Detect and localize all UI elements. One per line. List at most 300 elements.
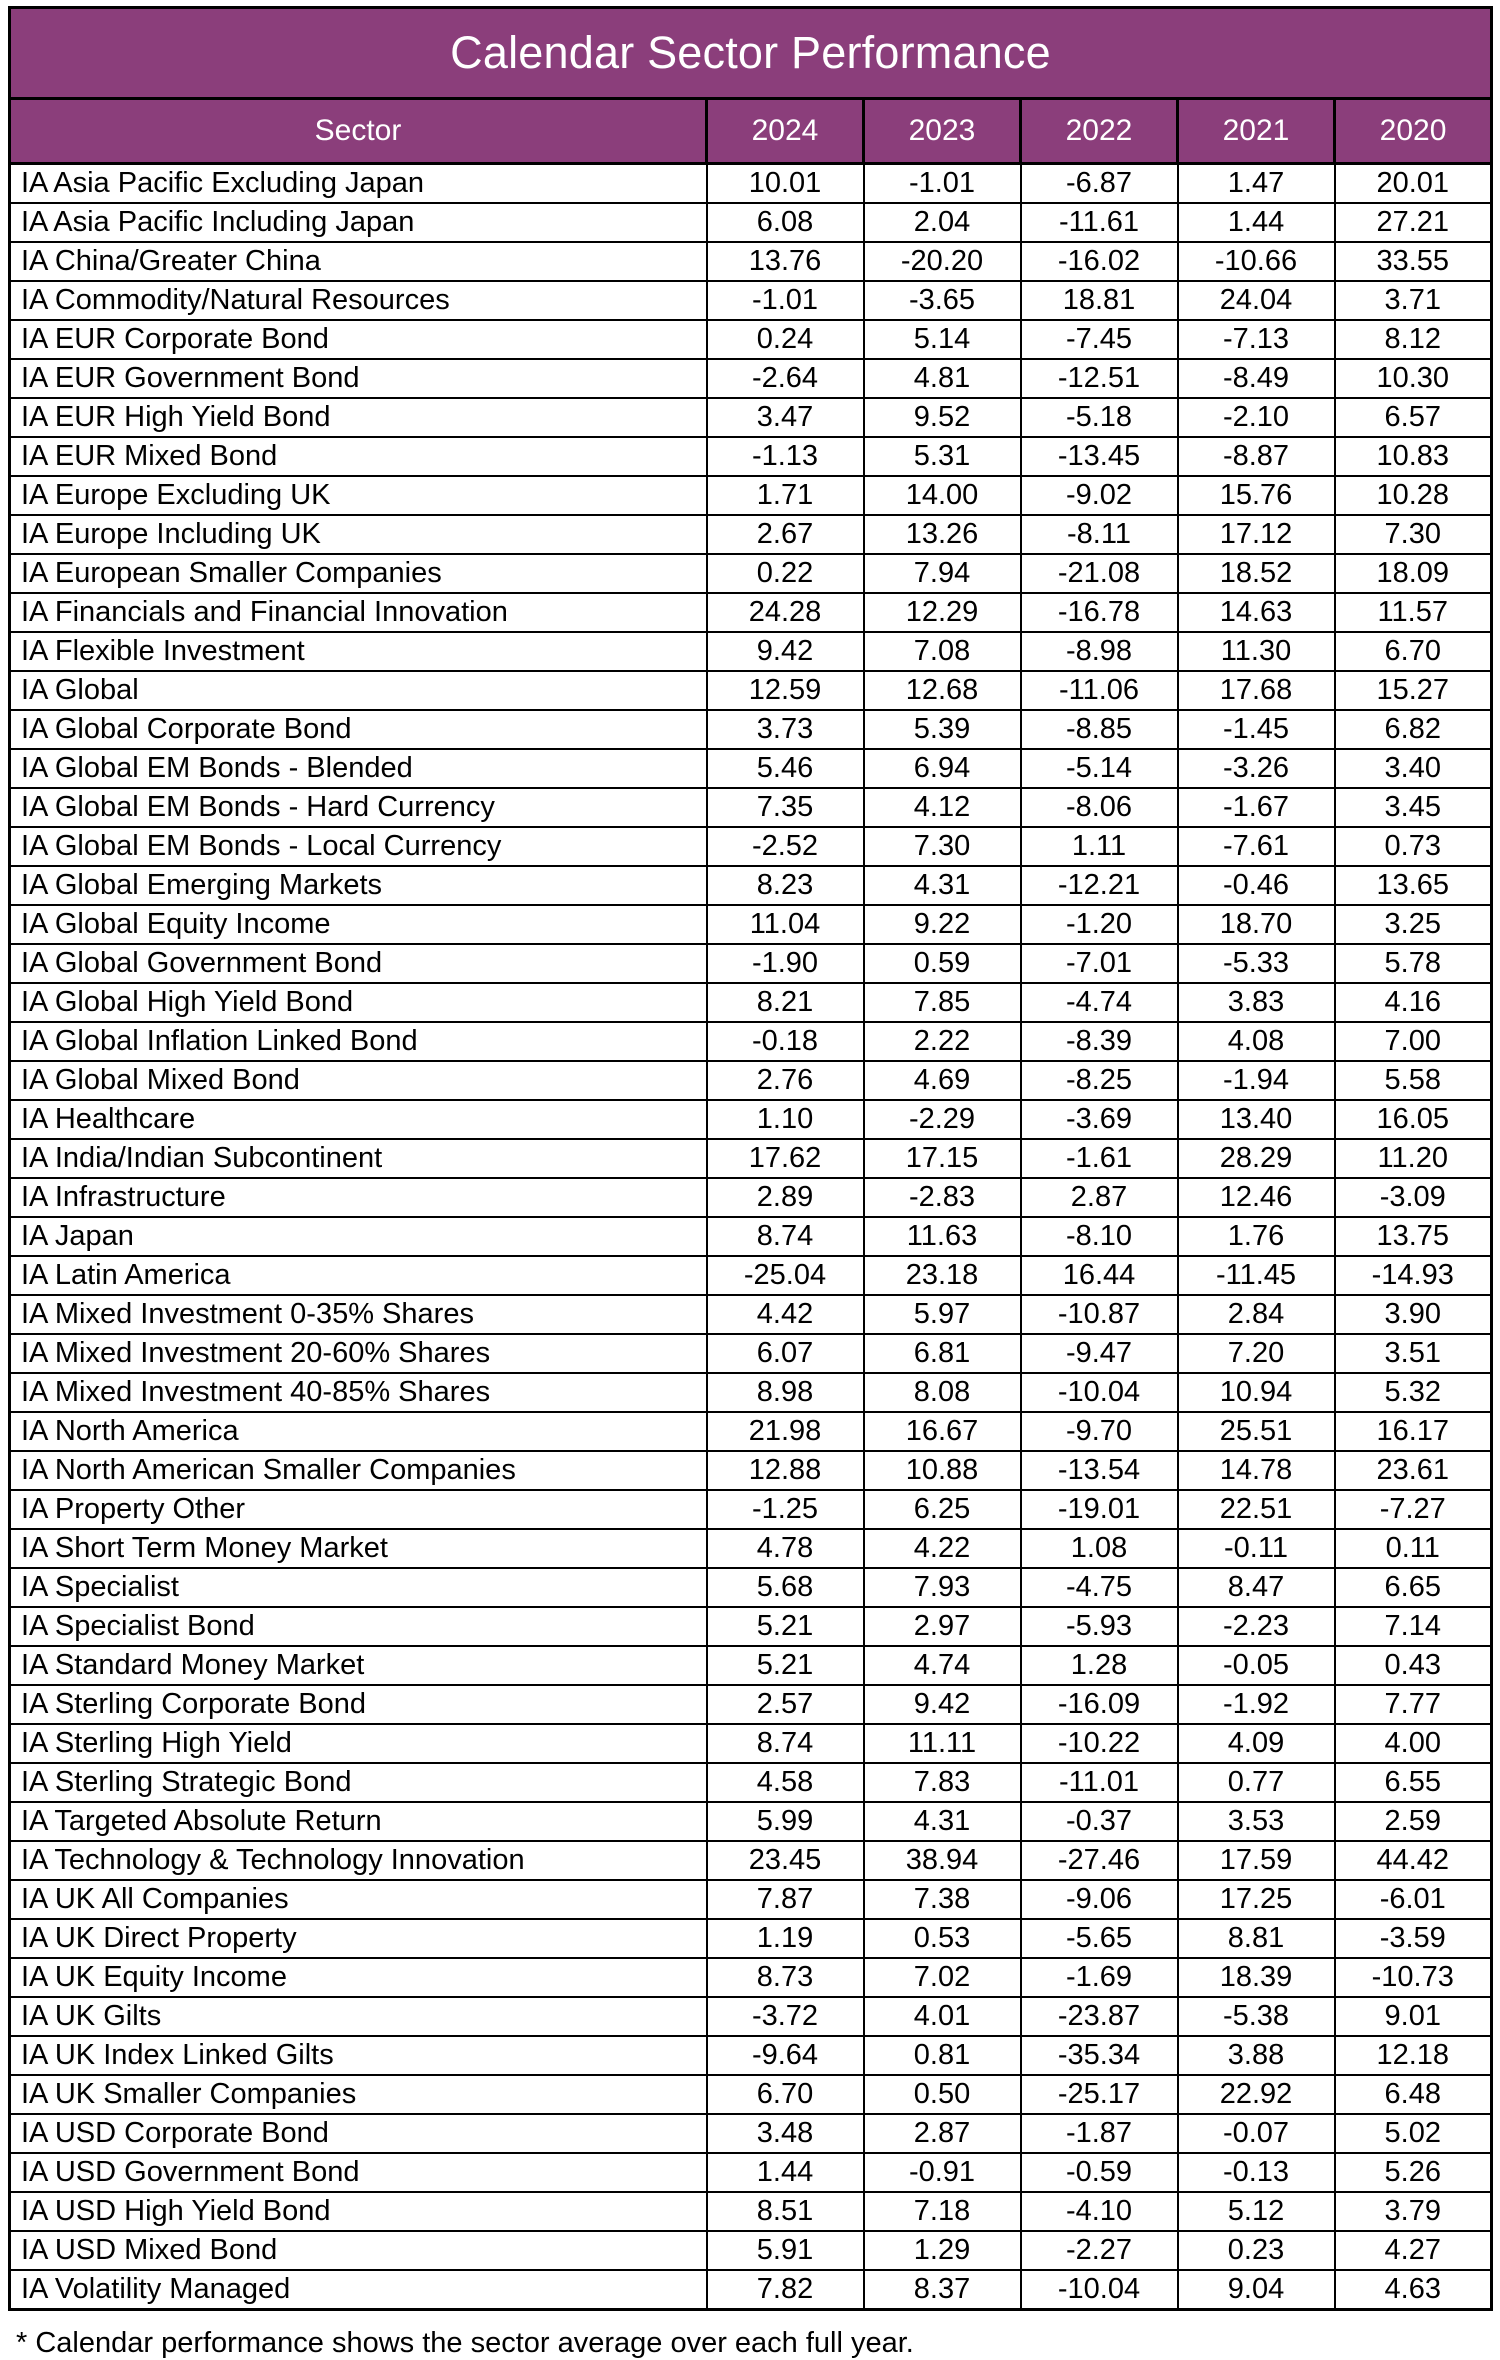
cell-return-2020: 15.27 <box>1335 671 1492 710</box>
cell-return-2021: 15.76 <box>1178 476 1335 515</box>
cell-return-2022: 2.87 <box>1021 1178 1178 1217</box>
cell-sector-name: IA North America <box>10 1412 707 1451</box>
cell-return-2021: -3.26 <box>1178 749 1335 788</box>
cell-return-2021: -0.46 <box>1178 866 1335 905</box>
cell-return-2020: -7.27 <box>1335 1490 1492 1529</box>
footnote: * Calendar performance shows the sector average over each full year. <box>16 2327 914 2359</box>
cell-return-2023: 5.14 <box>864 320 1021 359</box>
cell-sector-name: IA Sterling High Yield <box>10 1724 707 1763</box>
cell-return-2022: -1.61 <box>1021 1139 1178 1178</box>
cell-sector-name: IA UK Smaller Companies <box>10 2075 707 2114</box>
cell-return-2023: 11.63 <box>864 1217 1021 1256</box>
cell-return-2021: 3.53 <box>1178 1802 1335 1841</box>
cell-return-2020: 44.42 <box>1335 1841 1492 1880</box>
cell-return-2023: -0.91 <box>864 2153 1021 2192</box>
cell-return-2023: 17.15 <box>864 1139 1021 1178</box>
cell-sector-name: IA UK Direct Property <box>10 1919 707 1958</box>
cell-sector-name: IA Mixed Investment 40-85% Shares <box>10 1373 707 1412</box>
table-row <box>10 788 1492 827</box>
cell-return-2024: 4.42 <box>707 1295 864 1334</box>
cell-return-2020: -10.73 <box>1335 1958 1492 1997</box>
cell-sector-name: IA EUR High Yield Bond <box>10 398 707 437</box>
cell-return-2020: 6.57 <box>1335 398 1492 437</box>
cell-return-2023: 4.12 <box>864 788 1021 827</box>
cell-return-2024: 10.01 <box>707 164 864 204</box>
cell-return-2023: 7.85 <box>864 983 1021 1022</box>
cell-sector-name: IA Global Government Bond <box>10 944 707 983</box>
cell-sector-name: IA UK Gilts <box>10 1997 707 2036</box>
cell-return-2023: 7.83 <box>864 1763 1021 1802</box>
cell-return-2023: 2.87 <box>864 2114 1021 2153</box>
cell-return-2023: 23.18 <box>864 1256 1021 1295</box>
cell-sector-name: IA North American Smaller Companies <box>10 1451 707 1490</box>
cell-return-2024: 2.76 <box>707 1061 864 1100</box>
table-row <box>10 1178 1492 1217</box>
cell-return-2023: 7.38 <box>864 1880 1021 1919</box>
cell-return-2022: -27.46 <box>1021 1841 1178 1880</box>
cell-return-2020: 10.83 <box>1335 437 1492 476</box>
cell-sector-name: IA Global Emerging Markets <box>10 866 707 905</box>
table-row <box>10 1802 1492 1841</box>
table-row <box>10 437 1492 476</box>
table-row <box>10 671 1492 710</box>
cell-return-2021: -1.67 <box>1178 788 1335 827</box>
cell-return-2024: 5.21 <box>707 1646 864 1685</box>
cell-return-2021: 4.08 <box>1178 1022 1335 1061</box>
column-header-2024[interactable]: 2024 <box>707 99 864 164</box>
cell-return-2021: 28.29 <box>1178 1139 1335 1178</box>
cell-return-2023: 4.31 <box>864 866 1021 905</box>
cell-return-2024: -2.52 <box>707 827 864 866</box>
table-row <box>10 515 1492 554</box>
cell-return-2024: 5.21 <box>707 1607 864 1646</box>
cell-return-2023: -2.29 <box>864 1100 1021 1139</box>
cell-return-2020: 6.55 <box>1335 1763 1492 1802</box>
cell-return-2020: 11.20 <box>1335 1139 1492 1178</box>
cell-return-2022: -10.22 <box>1021 1724 1178 1763</box>
table-row <box>10 1139 1492 1178</box>
cell-return-2024: 24.28 <box>707 593 864 632</box>
cell-return-2022: -8.39 <box>1021 1022 1178 1061</box>
cell-return-2023: -20.20 <box>864 242 1021 281</box>
cell-return-2021: -5.33 <box>1178 944 1335 983</box>
cell-sector-name: IA Global High Yield Bond <box>10 983 707 1022</box>
column-header-2023[interactable]: 2023 <box>864 99 1021 164</box>
cell-return-2023: 7.94 <box>864 554 1021 593</box>
cell-return-2022: -7.01 <box>1021 944 1178 983</box>
cell-sector-name: IA EUR Mixed Bond <box>10 437 707 476</box>
table-row <box>10 320 1492 359</box>
cell-sector-name: IA Asia Pacific Including Japan <box>10 203 707 242</box>
cell-return-2020: 0.11 <box>1335 1529 1492 1568</box>
cell-sector-name: IA European Smaller Companies <box>10 554 707 593</box>
cell-sector-name: IA Infrastructure <box>10 1178 707 1217</box>
cell-return-2024: 23.45 <box>707 1841 864 1880</box>
cell-return-2024: -1.90 <box>707 944 864 983</box>
cell-sector-name: IA EUR Government Bond <box>10 359 707 398</box>
cell-sector-name: IA China/Greater China <box>10 242 707 281</box>
table-row <box>10 2153 1492 2192</box>
cell-return-2021: 10.94 <box>1178 1373 1335 1412</box>
cell-return-2020: 3.25 <box>1335 905 1492 944</box>
cell-return-2022: -10.87 <box>1021 1295 1178 1334</box>
cell-return-2020: 6.70 <box>1335 632 1492 671</box>
page-title: Calendar Sector Performance <box>10 8 1492 99</box>
cell-return-2020: 16.05 <box>1335 1100 1492 1139</box>
cell-return-2022: -0.59 <box>1021 2153 1178 2192</box>
cell-return-2024: 8.23 <box>707 866 864 905</box>
cell-return-2020: 18.09 <box>1335 554 1492 593</box>
cell-return-2021: -8.49 <box>1178 359 1335 398</box>
table-row <box>10 1763 1492 1802</box>
cell-sector-name: IA Sterling Corporate Bond <box>10 1685 707 1724</box>
cell-return-2020: 20.01 <box>1335 164 1492 204</box>
cell-return-2022: -12.21 <box>1021 866 1178 905</box>
cell-sector-name: IA EUR Corporate Bond <box>10 320 707 359</box>
table-row <box>10 359 1492 398</box>
cell-return-2024: 6.07 <box>707 1334 864 1373</box>
cell-return-2023: 10.88 <box>864 1451 1021 1490</box>
cell-return-2021: -5.38 <box>1178 1997 1335 2036</box>
cell-return-2024: 3.73 <box>707 710 864 749</box>
cell-return-2021: -10.66 <box>1178 242 1335 281</box>
cell-return-2022: -7.45 <box>1021 320 1178 359</box>
cell-return-2024: 1.19 <box>707 1919 864 1958</box>
cell-return-2023: 11.11 <box>864 1724 1021 1763</box>
cell-return-2022: -12.51 <box>1021 359 1178 398</box>
table-row <box>10 1412 1492 1451</box>
cell-return-2020: 3.40 <box>1335 749 1492 788</box>
cell-return-2022: 16.44 <box>1021 1256 1178 1295</box>
column-header-2020[interactable]: 2020 <box>1335 99 1492 164</box>
table-row <box>10 632 1492 671</box>
cell-return-2023: 4.81 <box>864 359 1021 398</box>
cell-return-2024: 7.82 <box>707 2270 864 2310</box>
cell-return-2020: 6.82 <box>1335 710 1492 749</box>
table-row <box>10 1451 1492 1490</box>
cell-return-2021: 1.76 <box>1178 1217 1335 1256</box>
table-header <box>10 8 1492 164</box>
cell-return-2021: 13.40 <box>1178 1100 1335 1139</box>
cell-sector-name: IA Global Equity Income <box>10 905 707 944</box>
table-row <box>10 905 1492 944</box>
cell-sector-name: IA Latin America <box>10 1256 707 1295</box>
cell-return-2022: -8.85 <box>1021 710 1178 749</box>
table-row <box>10 164 1492 204</box>
cell-return-2020: 10.30 <box>1335 359 1492 398</box>
column-header-2021[interactable]: 2021 <box>1178 99 1335 164</box>
table-row <box>10 1997 1492 2036</box>
cell-return-2020: 4.00 <box>1335 1724 1492 1763</box>
cell-return-2023: 9.22 <box>864 905 1021 944</box>
table-row <box>10 1295 1492 1334</box>
cell-return-2024: 12.59 <box>707 671 864 710</box>
table-row <box>10 944 1492 983</box>
cell-return-2023: -3.65 <box>864 281 1021 320</box>
cell-return-2020: 13.75 <box>1335 1217 1492 1256</box>
cell-return-2021: -1.94 <box>1178 1061 1335 1100</box>
table-row <box>10 203 1492 242</box>
cell-return-2021: 7.20 <box>1178 1334 1335 1373</box>
cell-return-2020: -3.09 <box>1335 1178 1492 1217</box>
cell-return-2020: 13.65 <box>1335 866 1492 905</box>
cell-return-2021: 17.12 <box>1178 515 1335 554</box>
cell-return-2024: -25.04 <box>707 1256 864 1295</box>
cell-return-2024: 12.88 <box>707 1451 864 1490</box>
cell-return-2023: -1.01 <box>864 164 1021 204</box>
cell-return-2020: 27.21 <box>1335 203 1492 242</box>
table-row <box>10 1880 1492 1919</box>
cell-return-2021: 4.09 <box>1178 1724 1335 1763</box>
cell-return-2022: -16.78 <box>1021 593 1178 632</box>
cell-sector-name: IA Japan <box>10 1217 707 1256</box>
cell-return-2021: 8.81 <box>1178 1919 1335 1958</box>
cell-return-2021: 12.46 <box>1178 1178 1335 1217</box>
cell-sector-name: IA Mixed Investment 20-60% Shares <box>10 1334 707 1373</box>
table-row <box>10 1958 1492 1997</box>
table-body <box>10 164 1492 2310</box>
cell-return-2020: 5.58 <box>1335 1061 1492 1100</box>
cell-sector-name: IA Global EM Bonds - Blended <box>10 749 707 788</box>
cell-return-2024: -1.01 <box>707 281 864 320</box>
cell-return-2023: 6.25 <box>864 1490 1021 1529</box>
cell-return-2024: 5.68 <box>707 1568 864 1607</box>
cell-return-2023: 5.31 <box>864 437 1021 476</box>
cell-return-2022: -21.08 <box>1021 554 1178 593</box>
cell-sector-name: IA UK Index Linked Gilts <box>10 2036 707 2075</box>
cell-sector-name: IA Europe Excluding UK <box>10 476 707 515</box>
cell-sector-name: IA India/Indian Subcontinent <box>10 1139 707 1178</box>
cell-return-2020: 5.26 <box>1335 2153 1492 2192</box>
cell-return-2023: 4.69 <box>864 1061 1021 1100</box>
cell-return-2023: 9.42 <box>864 1685 1021 1724</box>
cell-return-2024: 1.71 <box>707 476 864 515</box>
cell-return-2021: -11.45 <box>1178 1256 1335 1295</box>
table-row <box>10 1568 1492 1607</box>
cell-return-2022: -5.93 <box>1021 1607 1178 1646</box>
table-row <box>10 749 1492 788</box>
cell-return-2022: -10.04 <box>1021 1373 1178 1412</box>
cell-return-2021: -0.13 <box>1178 2153 1335 2192</box>
cell-return-2022: 1.08 <box>1021 1529 1178 1568</box>
cell-return-2022: -4.10 <box>1021 2192 1178 2231</box>
cell-return-2024: 8.74 <box>707 1217 864 1256</box>
cell-return-2024: 9.42 <box>707 632 864 671</box>
cell-sector-name: IA Global EM Bonds - Local Currency <box>10 827 707 866</box>
cell-return-2020: 7.00 <box>1335 1022 1492 1061</box>
cell-return-2020: 10.28 <box>1335 476 1492 515</box>
cell-return-2023: 6.81 <box>864 1334 1021 1373</box>
cell-return-2024: 13.76 <box>707 242 864 281</box>
cell-return-2021: 8.47 <box>1178 1568 1335 1607</box>
cell-return-2024: 1.10 <box>707 1100 864 1139</box>
cell-return-2022: 18.81 <box>1021 281 1178 320</box>
cell-return-2022: -1.69 <box>1021 1958 1178 1997</box>
cell-sector-name: IA Standard Money Market <box>10 1646 707 1685</box>
cell-return-2022: -8.06 <box>1021 788 1178 827</box>
cell-return-2020: 33.55 <box>1335 242 1492 281</box>
cell-return-2020: 7.14 <box>1335 1607 1492 1646</box>
table-row <box>10 1841 1492 1880</box>
cell-return-2023: 16.67 <box>864 1412 1021 1451</box>
cell-return-2024: 8.98 <box>707 1373 864 1412</box>
cell-return-2021: 0.23 <box>1178 2231 1335 2270</box>
cell-return-2021: 14.78 <box>1178 1451 1335 1490</box>
cell-return-2022: -0.37 <box>1021 1802 1178 1841</box>
cell-return-2021: 3.83 <box>1178 983 1335 1022</box>
calendar-sector-performance-table <box>8 6 1493 2311</box>
cell-sector-name: IA Flexible Investment <box>10 632 707 671</box>
table-row <box>10 1100 1492 1139</box>
cell-return-2024: 6.08 <box>707 203 864 242</box>
cell-return-2022: -16.02 <box>1021 242 1178 281</box>
cell-return-2022: -11.01 <box>1021 1763 1178 1802</box>
cell-return-2020: 12.18 <box>1335 2036 1492 2075</box>
table-row <box>10 1217 1492 1256</box>
table-row <box>10 1529 1492 1568</box>
cell-return-2024: 4.58 <box>707 1763 864 1802</box>
cell-return-2020: 9.01 <box>1335 1997 1492 2036</box>
cell-return-2021: 17.68 <box>1178 671 1335 710</box>
cell-return-2024: 4.78 <box>707 1529 864 1568</box>
cell-return-2023: 6.94 <box>864 749 1021 788</box>
cell-sector-name: IA Healthcare <box>10 1100 707 1139</box>
cell-return-2024: -2.64 <box>707 359 864 398</box>
table-row <box>10 710 1492 749</box>
cell-return-2021: 18.70 <box>1178 905 1335 944</box>
cell-return-2022: -8.98 <box>1021 632 1178 671</box>
cell-return-2021: -1.92 <box>1178 1685 1335 1724</box>
cell-return-2020: 6.48 <box>1335 2075 1492 2114</box>
cell-sector-name: IA Property Other <box>10 1490 707 1529</box>
cell-return-2021: 0.77 <box>1178 1763 1335 1802</box>
table-row <box>10 827 1492 866</box>
cell-return-2023: 2.04 <box>864 203 1021 242</box>
cell-sector-name: IA Global Inflation Linked Bond <box>10 1022 707 1061</box>
cell-return-2023: 13.26 <box>864 515 1021 554</box>
cell-return-2023: 0.50 <box>864 2075 1021 2114</box>
cell-return-2024: 8.74 <box>707 1724 864 1763</box>
cell-sector-name: IA UK Equity Income <box>10 1958 707 1997</box>
table-row <box>10 2231 1492 2270</box>
cell-return-2020: 7.77 <box>1335 1685 1492 1724</box>
cell-return-2023: 7.02 <box>864 1958 1021 1997</box>
cell-return-2021: -0.07 <box>1178 2114 1335 2153</box>
cell-return-2024: 7.35 <box>707 788 864 827</box>
cell-sector-name: IA Global <box>10 671 707 710</box>
column-header-sector[interactable]: Sector <box>10 99 707 164</box>
cell-return-2020: 7.30 <box>1335 515 1492 554</box>
cell-return-2022: -8.11 <box>1021 515 1178 554</box>
table-row <box>10 1919 1492 1958</box>
cell-sector-name: IA Global Mixed Bond <box>10 1061 707 1100</box>
cell-return-2022: -11.06 <box>1021 671 1178 710</box>
column-header-2022[interactable]: 2022 <box>1021 99 1178 164</box>
cell-return-2022: -8.25 <box>1021 1061 1178 1100</box>
cell-return-2022: -4.75 <box>1021 1568 1178 1607</box>
cell-return-2022: -5.14 <box>1021 749 1178 788</box>
cell-sector-name: IA USD High Yield Bond <box>10 2192 707 2231</box>
cell-return-2021: 17.25 <box>1178 1880 1335 1919</box>
cell-return-2023: 8.37 <box>864 2270 1021 2310</box>
cell-return-2020: 16.17 <box>1335 1412 1492 1451</box>
cell-return-2020: 5.32 <box>1335 1373 1492 1412</box>
cell-return-2021: 2.84 <box>1178 1295 1335 1334</box>
cell-sector-name: IA Global Corporate Bond <box>10 710 707 749</box>
cell-return-2024: -1.13 <box>707 437 864 476</box>
table-row <box>10 1685 1492 1724</box>
cell-return-2024: 2.67 <box>707 515 864 554</box>
table-row <box>10 554 1492 593</box>
cell-return-2024: -3.72 <box>707 1997 864 2036</box>
cell-return-2024: 3.48 <box>707 2114 864 2153</box>
cell-return-2023: 1.29 <box>864 2231 1021 2270</box>
cell-return-2020: 0.73 <box>1335 827 1492 866</box>
cell-return-2022: -9.70 <box>1021 1412 1178 1451</box>
cell-return-2021: 11.30 <box>1178 632 1335 671</box>
cell-return-2023: 7.93 <box>864 1568 1021 1607</box>
cell-return-2023: 4.74 <box>864 1646 1021 1685</box>
cell-return-2022: -5.18 <box>1021 398 1178 437</box>
table-row <box>10 1061 1492 1100</box>
cell-return-2023: 8.08 <box>864 1373 1021 1412</box>
cell-return-2020: -6.01 <box>1335 1880 1492 1919</box>
cell-return-2021: -1.45 <box>1178 710 1335 749</box>
cell-return-2024: 2.89 <box>707 1178 864 1217</box>
cell-return-2023: 4.22 <box>864 1529 1021 1568</box>
cell-return-2020: 5.02 <box>1335 2114 1492 2153</box>
cell-return-2021: -2.23 <box>1178 1607 1335 1646</box>
cell-return-2020: 3.71 <box>1335 281 1492 320</box>
table-row <box>10 1022 1492 1061</box>
cell-return-2020: 3.90 <box>1335 1295 1492 1334</box>
cell-return-2024: 2.57 <box>707 1685 864 1724</box>
cell-return-2023: 0.53 <box>864 1919 1021 1958</box>
table-row <box>10 2270 1492 2310</box>
cell-return-2022: -16.09 <box>1021 1685 1178 1724</box>
cell-return-2020: 3.79 <box>1335 2192 1492 2231</box>
cell-return-2021: -0.05 <box>1178 1646 1335 1685</box>
cell-return-2022: -35.34 <box>1021 2036 1178 2075</box>
cell-return-2020: 8.12 <box>1335 320 1492 359</box>
cell-return-2024: 0.24 <box>707 320 864 359</box>
cell-return-2022: -19.01 <box>1021 1490 1178 1529</box>
cell-return-2022: -25.17 <box>1021 2075 1178 2114</box>
cell-return-2022: -23.87 <box>1021 1997 1178 2036</box>
cell-return-2022: -4.74 <box>1021 983 1178 1022</box>
cell-return-2020: 3.45 <box>1335 788 1492 827</box>
cell-return-2022: 1.28 <box>1021 1646 1178 1685</box>
table-row <box>10 242 1492 281</box>
cell-return-2022: -5.65 <box>1021 1919 1178 1958</box>
cell-return-2021: 22.51 <box>1178 1490 1335 1529</box>
table-row <box>10 1373 1492 1412</box>
cell-sector-name: IA USD Government Bond <box>10 2153 707 2192</box>
cell-return-2024: 21.98 <box>707 1412 864 1451</box>
cell-return-2022: -9.02 <box>1021 476 1178 515</box>
table-row <box>10 866 1492 905</box>
table-row <box>10 2192 1492 2231</box>
cell-return-2023: 2.22 <box>864 1022 1021 1061</box>
cell-return-2024: 8.51 <box>707 2192 864 2231</box>
cell-return-2024: 5.46 <box>707 749 864 788</box>
cell-sector-name: IA Specialist Bond <box>10 1607 707 1646</box>
title-banner-row <box>10 8 1492 99</box>
cell-return-2022: -13.45 <box>1021 437 1178 476</box>
cell-return-2020: 4.27 <box>1335 2231 1492 2270</box>
cell-return-2023: 4.31 <box>864 1802 1021 1841</box>
table-row <box>10 2075 1492 2114</box>
